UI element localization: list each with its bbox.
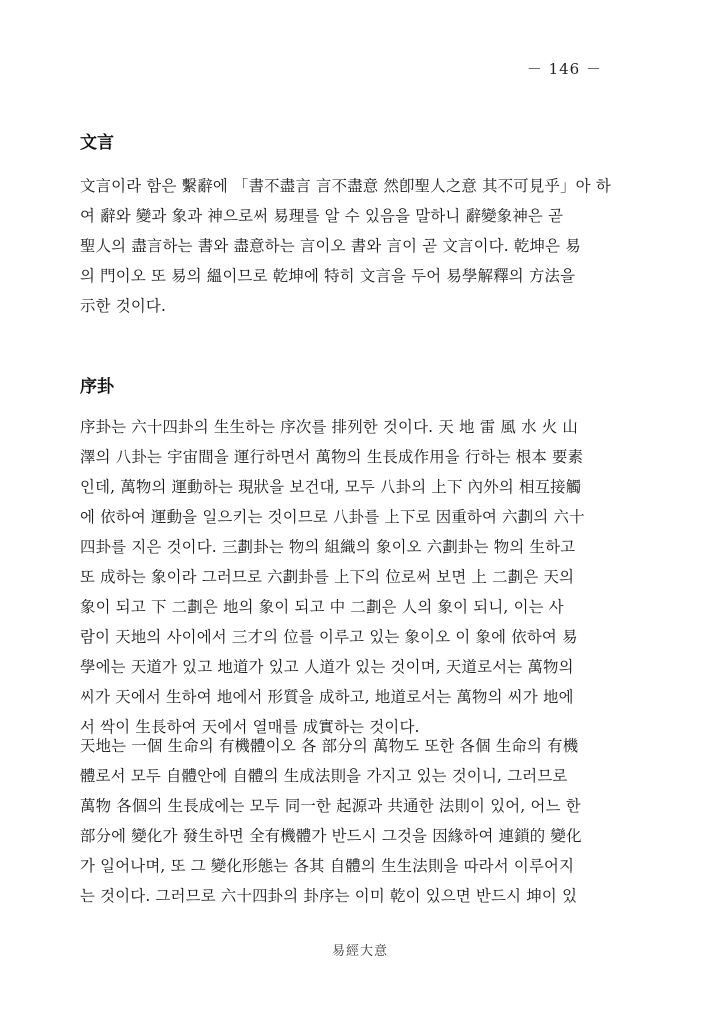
text-line: 文言이라 함은 繫辭에 「書不盡言 言不盡意 然卽聖人之意 其不可見乎」아 하 xyxy=(80,177,611,195)
text-line: 여 辭와 變과 象과 神으로써 易理를 알 수 있음을 말하니 辭變象神은 곧 xyxy=(80,207,564,225)
section-heading-wenyan: 文言 xyxy=(80,133,114,153)
page-number: － 146 － xyxy=(526,60,602,78)
text-line: 또 成하는 象이라 그러므로 六劃卦를 上下의 位로써 보면 上 二劃은 天의 xyxy=(80,568,575,586)
text-line: 學에는 天道가 있고 地道가 있고 人道가 있는 것이며, 天道로서는 萬物의 xyxy=(80,658,574,676)
text-line: 聖人의 盡言하는 書와 盡意하는 言이오 書와 言이 곧 文言이다. 乾坤은 易 xyxy=(80,237,581,255)
text-line: 에 依하여 運動을 일으키는 것이므로 八卦를 上下로 因重하여 六劃의 六十 xyxy=(80,508,585,526)
footer-book-title: 易經大意 xyxy=(331,944,388,959)
text-line: 는 것이다. 그러므로 六十四卦의 卦序는 이미 乾이 있으면 반드시 坤이 있 xyxy=(80,887,578,905)
paragraph-xugua-1 xyxy=(80,412,600,742)
section-heading-xugua: 序卦 xyxy=(80,377,114,397)
paragraph-wenyan xyxy=(80,171,611,321)
text-line: 람이 天地의 사이에서 三才의 位를 이루고 있는 象이오 이 象에 依하여 易 xyxy=(80,628,578,646)
text-line: 萬物 各個의 生長成에는 모두 同一한 起源과 共通한 法則이 있어, 어느 한 xyxy=(80,797,581,815)
text-line: 澤의 八卦는 宇宙間을 運行하면서 萬物의 生長成作用을 行하는 根本 要素 xyxy=(80,448,584,466)
text-line: 가 일어나며, 또 그 變化形態는 各其 自體의 生生法則을 따라서 이루어지 xyxy=(80,857,575,875)
text-line: 의 門이오 또 易의 縕이므로 乾坤에 特히 文言을 두어 易學解釋의 方法을 xyxy=(80,267,576,285)
text-line: 象이 되고 下 二劃은 地의 象이 되고 中 二劃은 人의 象이 되니, 이는 사 xyxy=(80,598,564,616)
paragraph-xugua-2 xyxy=(80,731,600,911)
text-line: 天地는 一個 生命의 有機體이오 各 部分의 萬物도 또한 各個 生命의 有機 xyxy=(80,737,579,755)
text-line: 서 싹이 生長하여 天에서 열매를 成實하는 것이다. xyxy=(80,718,420,736)
text-line: 序卦는 六十四卦의 生生하는 序次를 排列한 것이다. 天 地 雷 風 水 火 山 xyxy=(80,418,579,436)
text-line: 部分에 變化가 發生하면 全有機體가 반드시 그것을 因緣하여 連鎖的 變化 xyxy=(80,827,582,845)
text-line: 四卦를 지은 것이다. 三劃卦는 物의 組織의 象이오 六劃卦는 物의 生하고 xyxy=(80,538,576,556)
text-line: 인데, 萬物의 運動하는 現狀을 보건대, 모두 八卦의 上下 內外의 相互接觸 xyxy=(80,478,582,496)
text-line: 씨가 天에서 生하여 地에서 形質을 成하고, 地道로서는 萬物의 씨가 地에 xyxy=(80,688,574,706)
text-line: 示한 것이다. xyxy=(80,297,167,315)
text-line: 體로서 모두 自體안에 自體의 生成法則을 가지고 있는 것이니, 그러므로 xyxy=(80,767,568,785)
